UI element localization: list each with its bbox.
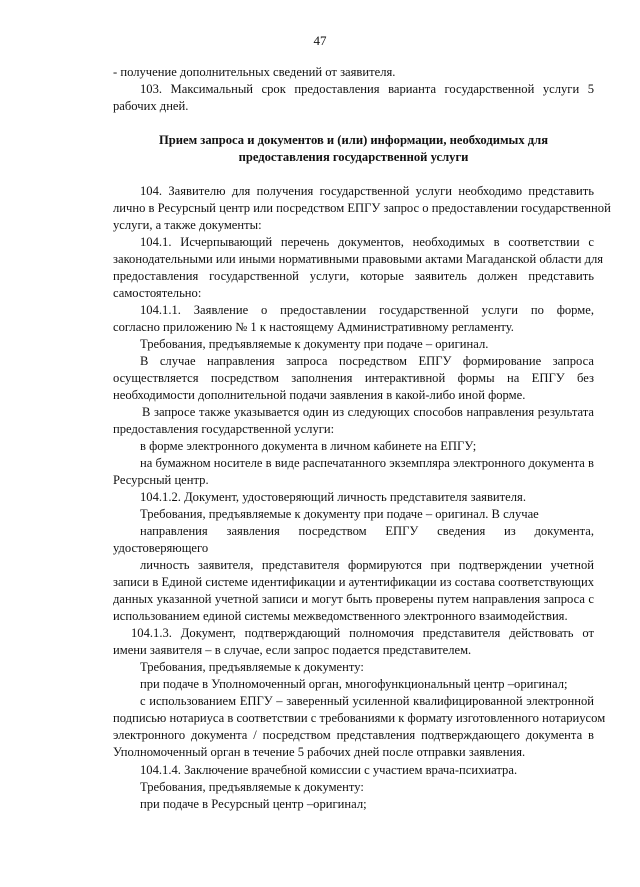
text-line: при подаче в Уполномоченный орган, многофункциональный центр –оригинал;	[140, 677, 568, 691]
text-line: направления заявления посредством ЕПГУ сведения из документа,	[140, 524, 594, 538]
section-heading-line: Прием запроса и документов и (или) информации, необходимых для	[158, 133, 549, 147]
text-line: В случае направления запроса посредством ЕПГУ формирование запроса	[140, 354, 594, 368]
text-line: при подаче в Ресурсный центр –оригинал;	[140, 797, 367, 811]
text-line: личность заявителя, представителя формируются при подтверждении учетной	[140, 558, 594, 572]
text-line: необходимости дополнительной подачи заявления в какой-либо иной форме.	[113, 388, 526, 402]
text-line: 104.1.2. Документ, удостоверяющий личность представителя заявителя.	[140, 490, 526, 504]
text-line: имени заявителя – в случае, если запрос подается представителем.	[113, 643, 472, 657]
text-line: подписью нотариуса в соответствии с требованиями к формату изготовленного нотариусом	[113, 711, 606, 725]
text-line: электронного документа / посредством представления подтверждающего документа в	[113, 728, 594, 742]
section-heading-line: предоставления государственной услуги	[238, 150, 469, 164]
text-line: данных указанной учетной записи и могут быть проверены путем направления запроса с	[113, 592, 594, 606]
text-line: 104.1.3. Документ, подтверждающий полномочия представителя действовать от	[131, 626, 594, 640]
text-line: в форме электронного документа в личном кабинете на ЕПГУ;	[140, 439, 477, 453]
text-line: В запросе также указывается один из следующих способов направления результата	[142, 405, 594, 419]
text-line: на бумажном носителе в виде распечатанного экземпляра электронного документа в	[140, 456, 594, 470]
text-line: Уполномоченный орган в течение 5 рабочих дней после отправки заявления.	[113, 745, 526, 759]
text-line: 104.1. Исчерпывающий перечень документов, необходимых в соответствии с	[140, 235, 594, 249]
text-line: Требования, предъявляемые к документу:	[140, 660, 364, 674]
text-line: удостоверяющего	[113, 541, 209, 555]
text-line: рабочих дней.	[113, 99, 189, 113]
text-line: 104. Заявителю для получения государственной услуги необходимо представить	[140, 184, 594, 198]
text-line: услуги, а также документы:	[113, 218, 262, 232]
text-line: лично в Ресурсный центр или посредством ЕПГУ запрос о предоставлении государственной	[113, 201, 611, 215]
text-line: использованием единой системы межведомственного электронного взаимодействия.	[113, 609, 568, 623]
text-line: Требования, предъявляемые к документу при подаче – оригинал.	[140, 337, 489, 351]
text-line: Требования, предъявляемые к документу при подаче – оригинал. В случае	[140, 507, 539, 521]
text-line: предоставления государственной услуги:	[113, 422, 335, 436]
text-line: законодательными или иными нормативными правовыми актами Магаданской области для	[113, 252, 604, 266]
text-line: с использованием ЕПГУ – заверенный усиленной квалифицированной электронной	[140, 694, 594, 708]
text-line: 103. Максимальный срок предоставления варианта государственной услуги 5	[140, 82, 594, 96]
text-line: 104.1.4. Заключение врачебной комиссии с участием врача-психиатра.	[140, 763, 518, 777]
text-line: самостоятельно:	[113, 286, 202, 300]
text-line: - получение дополнительных сведений от заявителя.	[113, 65, 396, 79]
text-line: осуществляется посредством заполнения интерактивной формы на ЕПГУ без	[113, 371, 594, 385]
text-line: предоставления государственной услуги, которые заявитель должен представить	[113, 269, 594, 283]
text-line: Требования, предъявляемые к документу:	[140, 780, 364, 794]
text-line: 104.1.1. Заявление о предоставлении государственной услуги по форме,	[140, 303, 594, 317]
text-line: записи в Единой системе идентификации и аутентификации из состава соответствующих	[113, 575, 594, 589]
text-line: согласно приложению № 1 к настоящему Административному регламенту.	[113, 320, 514, 334]
text-line: Ресурсный центр.	[113, 473, 209, 487]
page-number: 47	[313, 33, 327, 48]
